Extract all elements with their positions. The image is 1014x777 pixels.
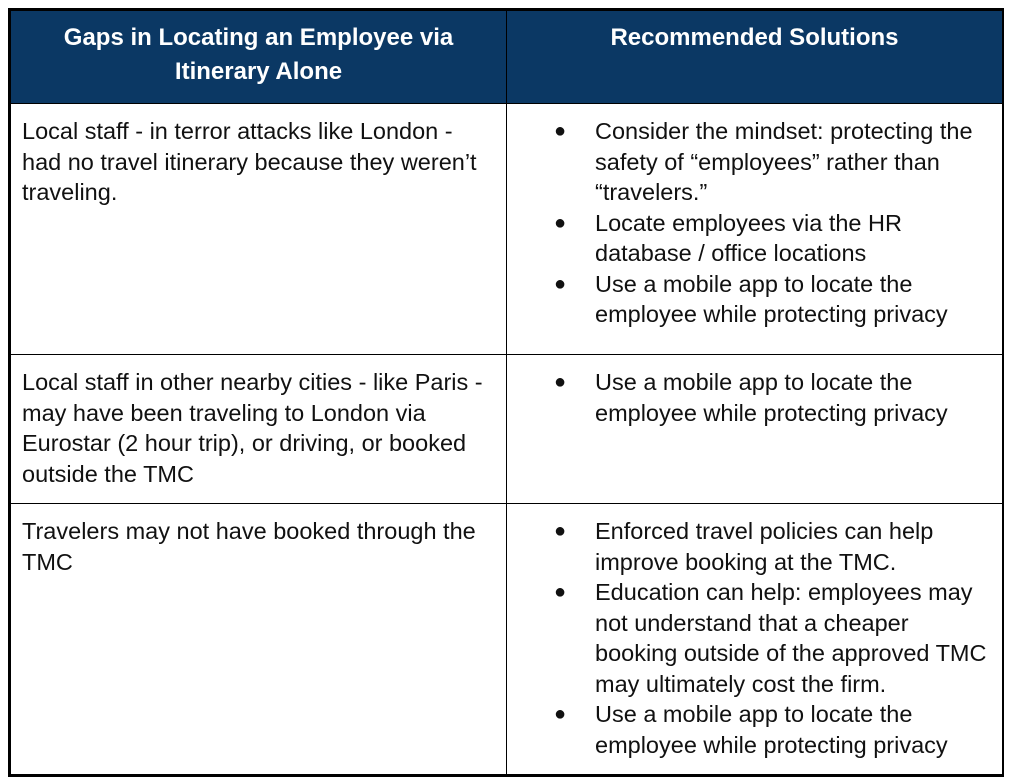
solution-item [553,577,994,699]
gaps-solutions-table-container [8,8,1004,777]
solution-text: Consider the mindset: protecting the safety of “employees” rather than “travelers.” [595,118,973,205]
solution-item [553,699,994,760]
bullet-icon: ● [553,211,567,234]
bullet-icon: ● [553,371,567,393]
solutions-cell [507,104,1003,355]
table-row [11,104,1003,355]
solutions-list [553,116,994,330]
solutions-list [553,516,994,760]
header-gaps: Gaps in Locating an Employee via Itinerary Alone [11,11,507,104]
solution-text: Use a mobile app to locate the employee while protecting privacy [595,701,948,758]
gap-cell: Travelers may not have booked through the TMC [11,504,507,775]
header-row [11,11,1003,104]
bullet-icon: ● [553,272,567,295]
bullet-icon: ● [553,520,567,542]
solutions-cell [507,355,1003,504]
bullet-icon: ● [553,703,567,725]
solutions-list [553,367,994,428]
gap-cell: Local staff - in terror attacks like London - had no travel itinerary because they weren’t traveling. [11,104,507,355]
bullet-icon: ● [553,581,567,603]
solution-text: Enforced travel policies can help improve booking at the TMC. [595,518,934,575]
solution-text: Use a mobile app to locate the employee while protecting privacy [595,369,948,426]
solution-text: Education can help: employees may not understand that a cheaper booking outside of the approved TMC may ultimately cost the firm. [595,579,987,697]
solution-item [553,269,994,330]
solution-text: Use a mobile app to locate the employee while protecting privacy [595,270,948,327]
bullet-icon: ● [553,120,567,142]
solution-item [553,516,994,577]
solution-item [553,116,994,208]
solution-item [553,208,994,269]
solution-item [553,367,994,428]
header-solutions: Recommended Solutions [507,11,1003,104]
gap-cell: Local staff in other nearby cities - like Paris - may have been traveling to London via Eurostar (2 hour trip), or driving, or booked outside the TMC [11,355,507,504]
solutions-cell [507,504,1003,775]
table-row [11,355,1003,504]
solution-text: Locate employees via the HR database / office locations [595,209,902,266]
table-row [11,504,1003,775]
gaps-solutions-table [10,10,1003,775]
